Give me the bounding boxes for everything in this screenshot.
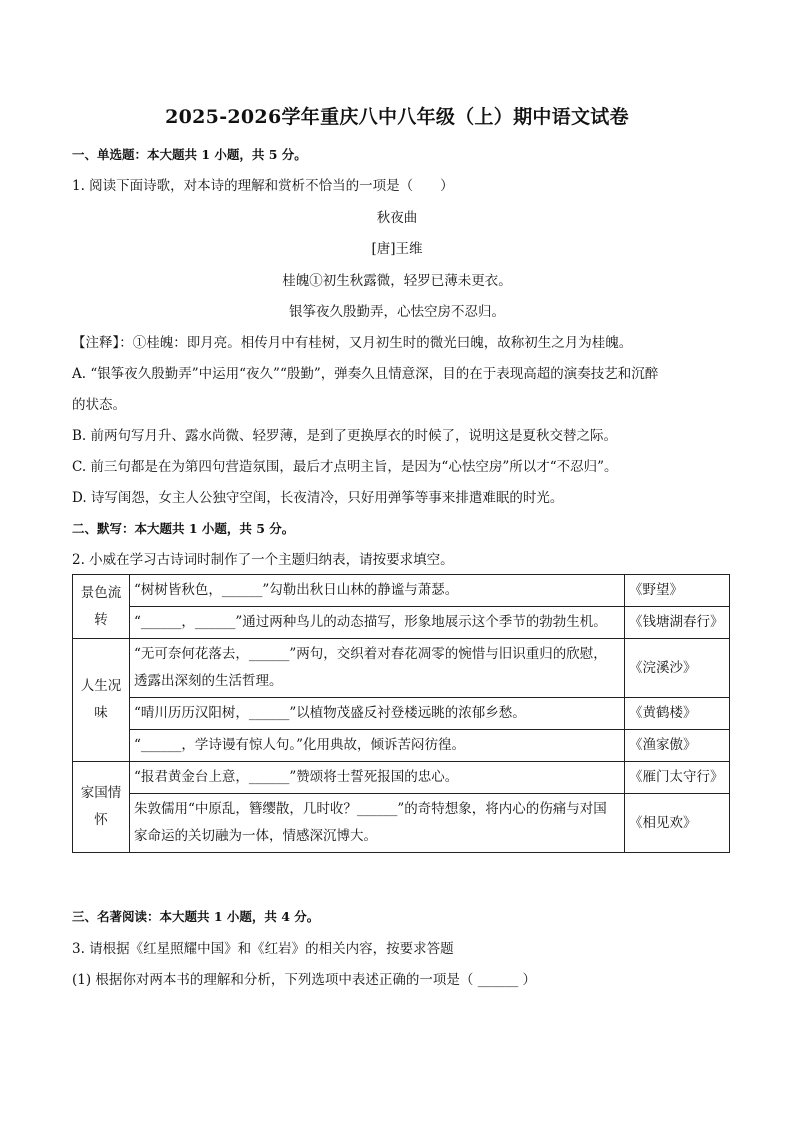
- option-a-line-1: A. “银筝夜久殷勤弄”中运用“夜久”“殷勤”，弹奏久且情意深，目的在于表现高超的演奏技艺和沉醉: [72, 366, 659, 382]
- table-cell-content: 朱敦儒用“中原乱，簪缨散，几时收？______”的奇特想象，将内心的伤痛与对国家命运的关切融为一体，情感深沉博大。: [130, 794, 625, 853]
- table-row: [73, 698, 730, 730]
- table-cell-source: 《雁门太守行》: [625, 762, 730, 794]
- table-cell-content: “无可奈何花落去，______”两句，交织着对春花凋零的惋惜与旧识重归的欣慰，透露出深刻的生活哲理。: [130, 639, 625, 698]
- table-cell-source: 《黄鹤楼》: [625, 698, 730, 730]
- table-row: [73, 730, 730, 762]
- section-1-heading: 一、单选题：本大题共 1 小题，共 5 分。: [72, 147, 307, 162]
- option-c: C. 前三句都是在为第四句营造氛围，最后才点明主旨，是因为“心怯空房”所以才“不忍归”。: [72, 459, 618, 475]
- category-life: 人生况味: [73, 639, 130, 762]
- table-cell-source: 《浣溪沙》: [625, 639, 730, 698]
- table-cell-content: “______，______”通过两种鸟儿的动态描写，形象地展示这个季节的勃勃生机。: [130, 607, 625, 639]
- table-cell-source: 《野望》: [625, 575, 730, 607]
- category-scenery: 景色流转: [73, 575, 130, 639]
- table-row: [73, 607, 730, 639]
- question-1: 1. 阅读下面诗歌，对本诗的理解和赏析不恰当的一项是（ ）: [72, 178, 454, 194]
- table-row: [73, 639, 730, 698]
- table-cell-content: “树树皆秋色，______”勾勒出秋日山林的静谧与萧瑟。: [130, 575, 625, 607]
- table-cell-source: 《渔家傲》: [625, 730, 730, 762]
- question-3-part-1: (1) 根据你对两本书的理解和分析，下列选项中表述正确的一项是（ ______ ）: [72, 972, 536, 988]
- table-row: [73, 762, 730, 794]
- category-patriotism: 家国情怀: [73, 762, 130, 853]
- poem-note: 【注释】：①桂魄：即月亮。相传月中有桂树，又月初生时的微光曰魄，故称初生之月为桂魄。: [72, 335, 633, 351]
- section-2-heading: 二、默写：本大题共 1 小题，共 5 分。: [72, 521, 295, 536]
- table-cell-content: “______，学诗谩有惊人句。”化用典故，倾诉苦闷彷徨。: [130, 730, 625, 762]
- table-row: [73, 794, 730, 853]
- poem-line-2: 银筝夜久殷勤弄，心怯空房不忍归。: [289, 304, 505, 320]
- table-cell-content: “报君黄金台上意，______”赞颂将士誓死报国的忠心。: [130, 762, 625, 794]
- table-row: [73, 575, 730, 607]
- table-cell-content: “晴川历历汉阳树，______”以植物茂盛反衬登楼远眺的浓郁乡愁。: [130, 698, 625, 730]
- section-3-heading: 三、名著阅读：本大题共 1 小题，共 4 分。: [72, 909, 320, 924]
- table-cell-source: 《相见欢》: [625, 794, 730, 853]
- exam-title: 2025-2026学年重庆八中八年级（上）期中语文试卷: [165, 106, 629, 128]
- option-d: D. 诗写闺怨，女主人公独守空闺，长夜清冷，只好用弹筝等事来排遣难眠的时光。: [72, 490, 564, 506]
- poem-title: 秋夜曲: [376, 210, 418, 226]
- question-2: 2. 小威在学习古诗词时制作了一个主题归纳表，请按要求填空。: [72, 552, 454, 568]
- option-a-line-2: 的状态。: [72, 397, 126, 413]
- option-b: B. 前两句写月升、露水尚微、轻罗薄，是到了更换厚衣的时候了，说明这是夏秋交替之际。: [72, 428, 618, 444]
- poem-line-1: 桂魄①初生秋露微，轻罗已薄未更衣。: [282, 273, 512, 289]
- table-cell-source: 《钱塘湖春行》: [625, 607, 730, 639]
- poem-author: [唐]王维: [371, 241, 423, 257]
- theme-summary-table: [72, 574, 730, 853]
- question-3: 3. 请根据《红星照耀中国》和《红岩》的相关内容，按要求答题: [72, 941, 454, 957]
